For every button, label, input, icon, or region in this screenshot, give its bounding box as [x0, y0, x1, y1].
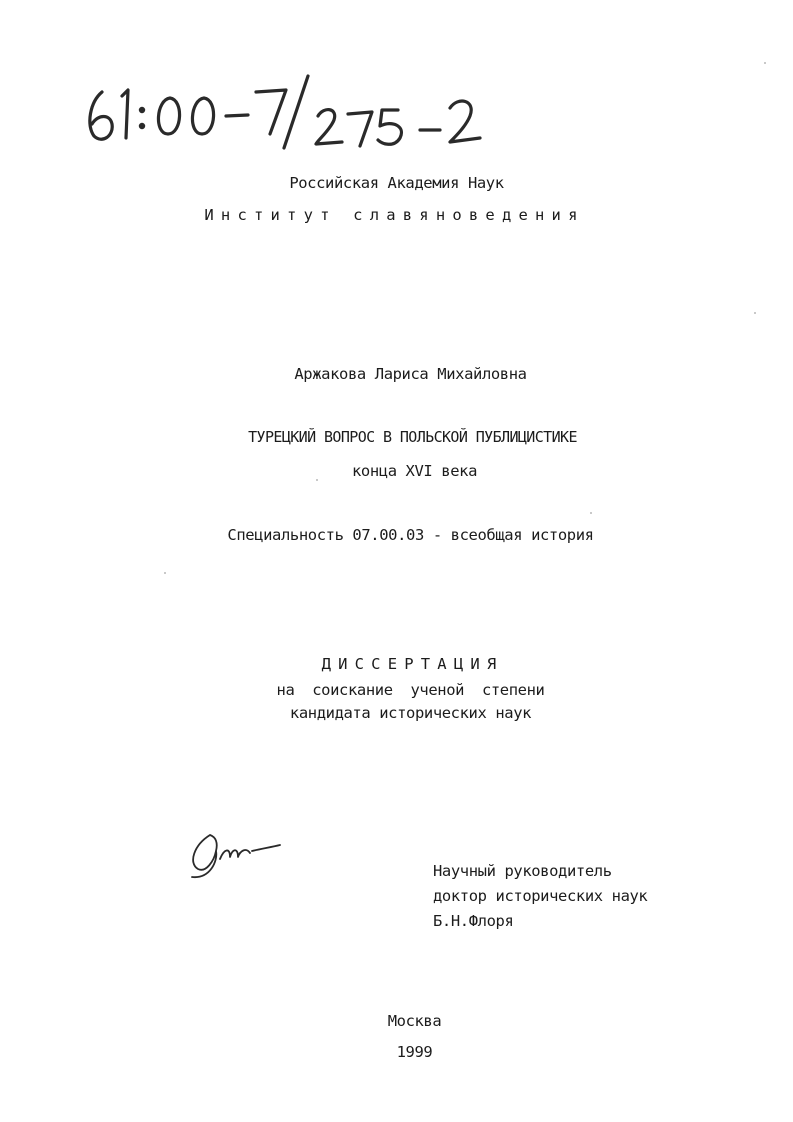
dissertation-line2: кандидата исторических наук [289, 704, 532, 722]
city: Москва [387, 1012, 442, 1030]
handwritten-archive-number [80, 70, 500, 160]
supervisor-degree: доктор исторических наук [433, 887, 648, 905]
scan-speck [754, 312, 756, 314]
institute-name: Институт славяноведения [204, 206, 585, 224]
author-name: Аржакова Лариса Михайловна [294, 365, 527, 383]
specialty: Специальность 07.00.03 - всеобщая история [227, 526, 594, 544]
supervisor-name: Б.Н.Флоря [433, 912, 514, 930]
thesis-title-line1: ТУРЕЦКИЙ ВОПРОС В ПОЛЬСКОЙ ПУБЛИЦИСТИКЕ [248, 428, 577, 446]
academy-name: Российская Академия Наук [289, 174, 504, 192]
scan-speck [164, 572, 166, 574]
signature [180, 825, 290, 885]
scan-speck [590, 512, 592, 514]
dissertation-label: ДИССЕРТАЦИЯ [321, 655, 504, 673]
scan-speck [764, 62, 766, 64]
dissertation-line1: на соискание ученой степени [276, 681, 545, 699]
thesis-title-line2: конца XVI века [351, 462, 478, 480]
supervisor-label: Научный руководитель [433, 862, 612, 880]
scan-speck [316, 479, 318, 481]
year: 1999 [396, 1043, 433, 1061]
